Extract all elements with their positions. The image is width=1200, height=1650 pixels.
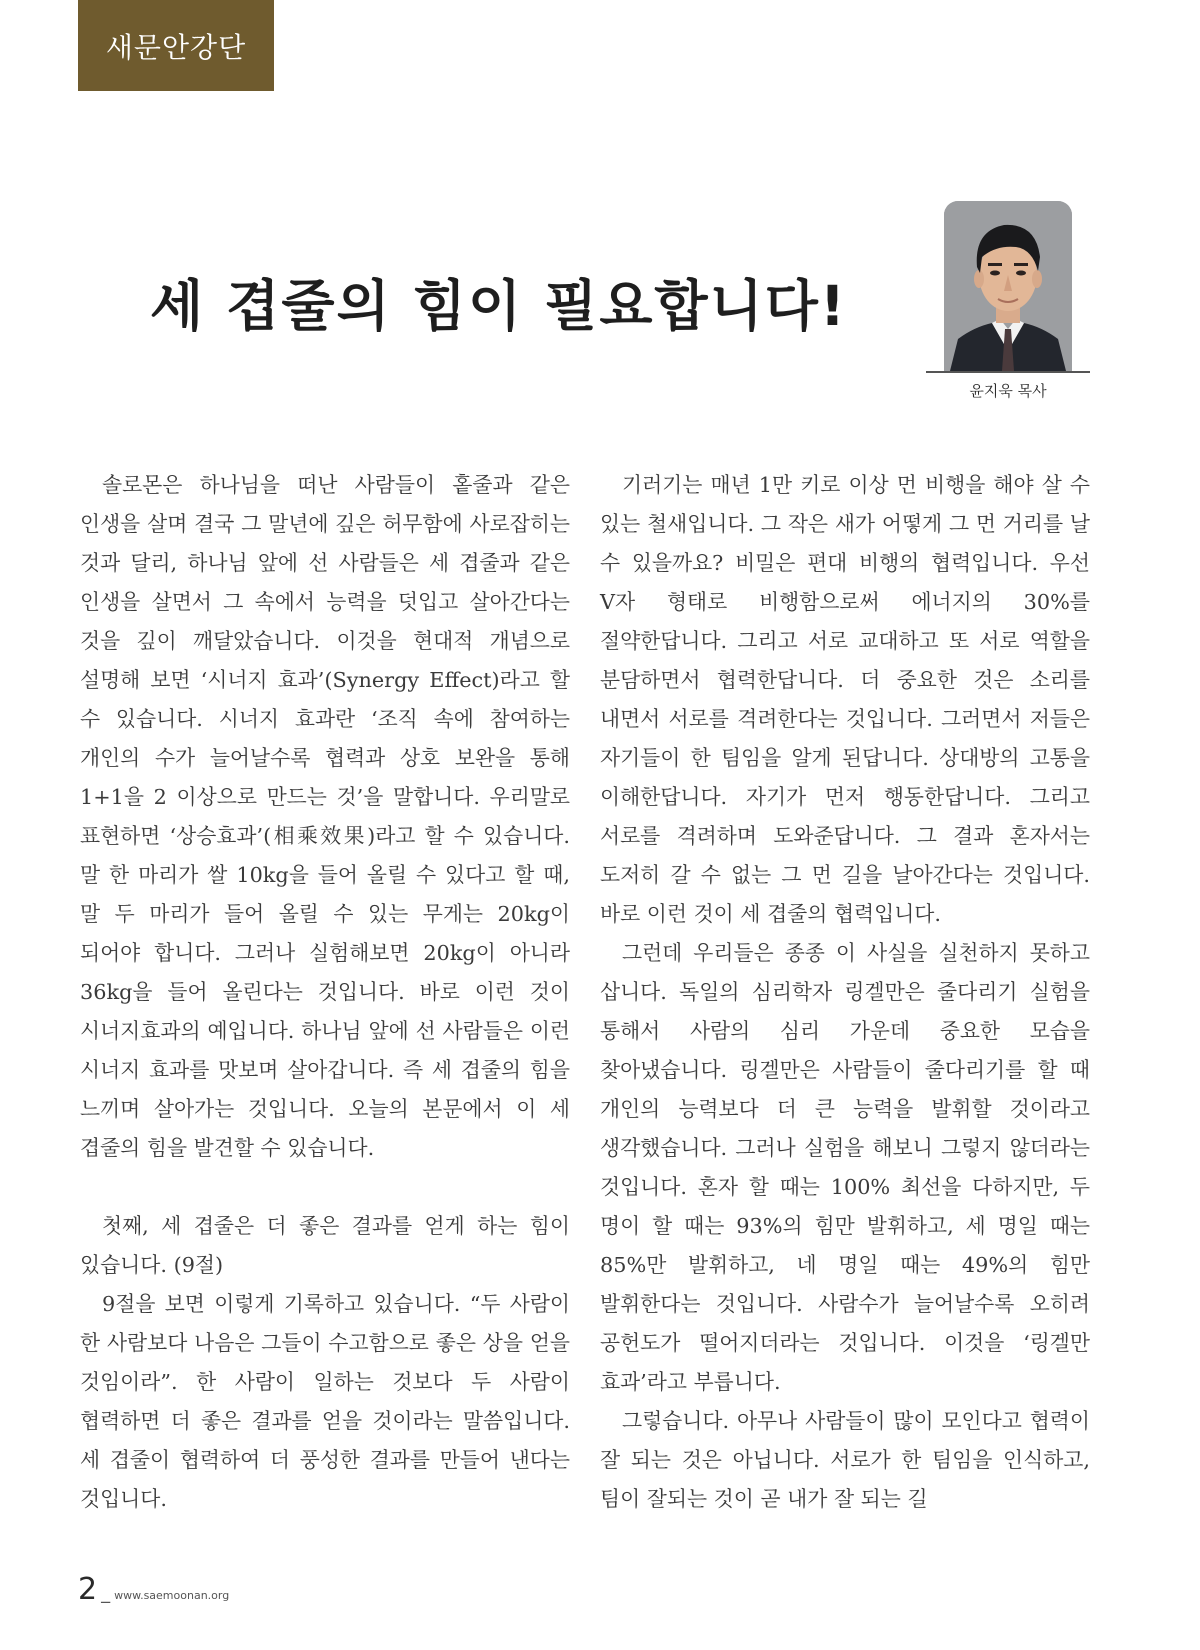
body-paragraph: 기러기는 매년 1만 키로 이상 먼 비행을 해야 살 수 있는 철새입니다. 그 작은 새가 어떻게 그 먼 거리를 날 수 있을까요? 비밀은 편대 비행의 협력입니다. 우선 V자 형태로 비행함으로써 에너지의 30%를 절약한답니다. 그리고 서로 교대하고 또 서로 역할을 분담하면서 협력한답니다. 더 중요한 것은 소리를 내면서 서로를 격려한다는 것입니다. 그러면서 저들은 자기들이 한 팀임을 알게 된답니다. 상대방의 고통을 이해한답니다. 자기가 먼저 행동한답니다. 그리고 서로를 격려하며 도와준답니다. 그 결과 혼자서는 도저히 갈 수 없는 그 먼 길을 날아간다는 것입니다. 바로 이런 것이 세 겹줄의 협력입니다.	[600, 473, 1090, 926]
section-label: 새문안강단	[105, 30, 247, 64]
article-title: 세 겹줄의 힘이 필요합니다!	[150, 274, 847, 338]
body-paragraph: 첫째, 세 겹줄은 더 좋은 결과를 얻게 하는 힘이 있습니다. (9절)	[80, 1214, 570, 1277]
right-column	[600, 466, 1090, 1519]
section-tag	[78, 0, 274, 91]
author-photo	[944, 201, 1072, 371]
body-paragraph: 그렇습니다. 아무나 사람들이 많이 모인다고 협력이 잘 되는 것은 아닙니다. 서로가 한 팀임을 인식하고, 팀이 잘되는 것이 곧 내가 잘 되는 길	[600, 1409, 1090, 1511]
portrait-photo-icon	[944, 201, 1072, 371]
author-name: 윤지욱 목사	[969, 382, 1047, 400]
body-paragraph: 솔로몬은 하나님을 떠난 사람들이 홑줄과 같은 인생을 살며 결국 그 말년에 깊은 허무함에 사로잡히는 것과 달리, 하나님 앞에 선 사람들은 세 겹줄과 같은 인생을 살면서 그 속에서 능력을 덧입고 살아간다는 것을 깊이 깨달았습니다. 이것을 현대적 개념으로 설명해 보면 ‘시너지 효과’(Synergy Effect)라고 할 수 있습니다. 시너지 효과란 ‘조직 속에 참여하는 개인의 수가 늘어날수록 협력과 상호 보완을 통해 1+1을 2 이상으로 만드는 것’을 말합니다. 우리말로 표현하면 ‘상승효과’(相乘效果)라고 할 수 있습니다. 말 한 마리가 쌀 10kg을 들어 올릴 수 있다고 할 때, 말 두 마리가 들어 올릴 수 있는 무게는 20kg이 되어야 합니다. 그러나 실험해보면 20kg이 아니라 36kg을 들어 올린다는 것입니다. 바로 이런 것이 시너지효과의 예입니다. 하나님 앞에 선 사람들은 이런 시너지 효과를 맛보며 살아갑니다. 즉 세 겹줄의 힘을 느끼며 살아가는 것입니다. 오늘의 본문에서 이 세 겹줄의 힘을 발견할 수 있습니다.	[80, 473, 570, 1160]
website-url: www.saemoonan.org	[114, 1589, 230, 1602]
page-number: 2	[78, 1572, 98, 1607]
page-footer	[78, 1572, 229, 1607]
body-paragraph: 9절을 보면 이렇게 기록하고 있습니다. “두 사람이 한 사람보다 나음은 그들이 수고함으로 좋은 상을 얻을 것임이라”. 한 사람이 일하는 것보다 두 사람이 협력하면 더 좋은 결과를 얻을 것이라는 말씀입니다. 세 겹줄이 협력하여 더 풍성한 결과를 만들어 낸다는 것입니다.	[80, 1292, 570, 1511]
photo-divider	[926, 371, 1090, 373]
footer-separator: _	[101, 1583, 111, 1604]
body-paragraph: 그런데 우리들은 종종 이 사실을 실천하지 못하고 삽니다. 독일의 심리학자 링겔만은 줄다리기 실험을 통해서 사람의 심리 가운데 중요한 모습을 찾아냈습니다. 링겔만은 사람들이 줄다리기를 할 때 개인의 능력보다 더 큰 능력을 발휘할 것이라고 생각했습니다. 그러나 실험을 해보니 그렇지 않더라는 것입니다. 혼자 할 때는 100% 최선을 다하지만, 두 명이 할 때는 93%의 힘만 발휘하고, 세 명일 때는 85%만 발휘하고, 네 명일 때는 49%의 힘만 발휘한다는 것입니다. 사람수가 늘어날수록 오히려 공헌도가 떨어지더라는 것입니다. 이것을 ‘링겔만 효과’라고 부릅니다.	[600, 941, 1090, 1394]
left-column	[80, 466, 570, 1519]
